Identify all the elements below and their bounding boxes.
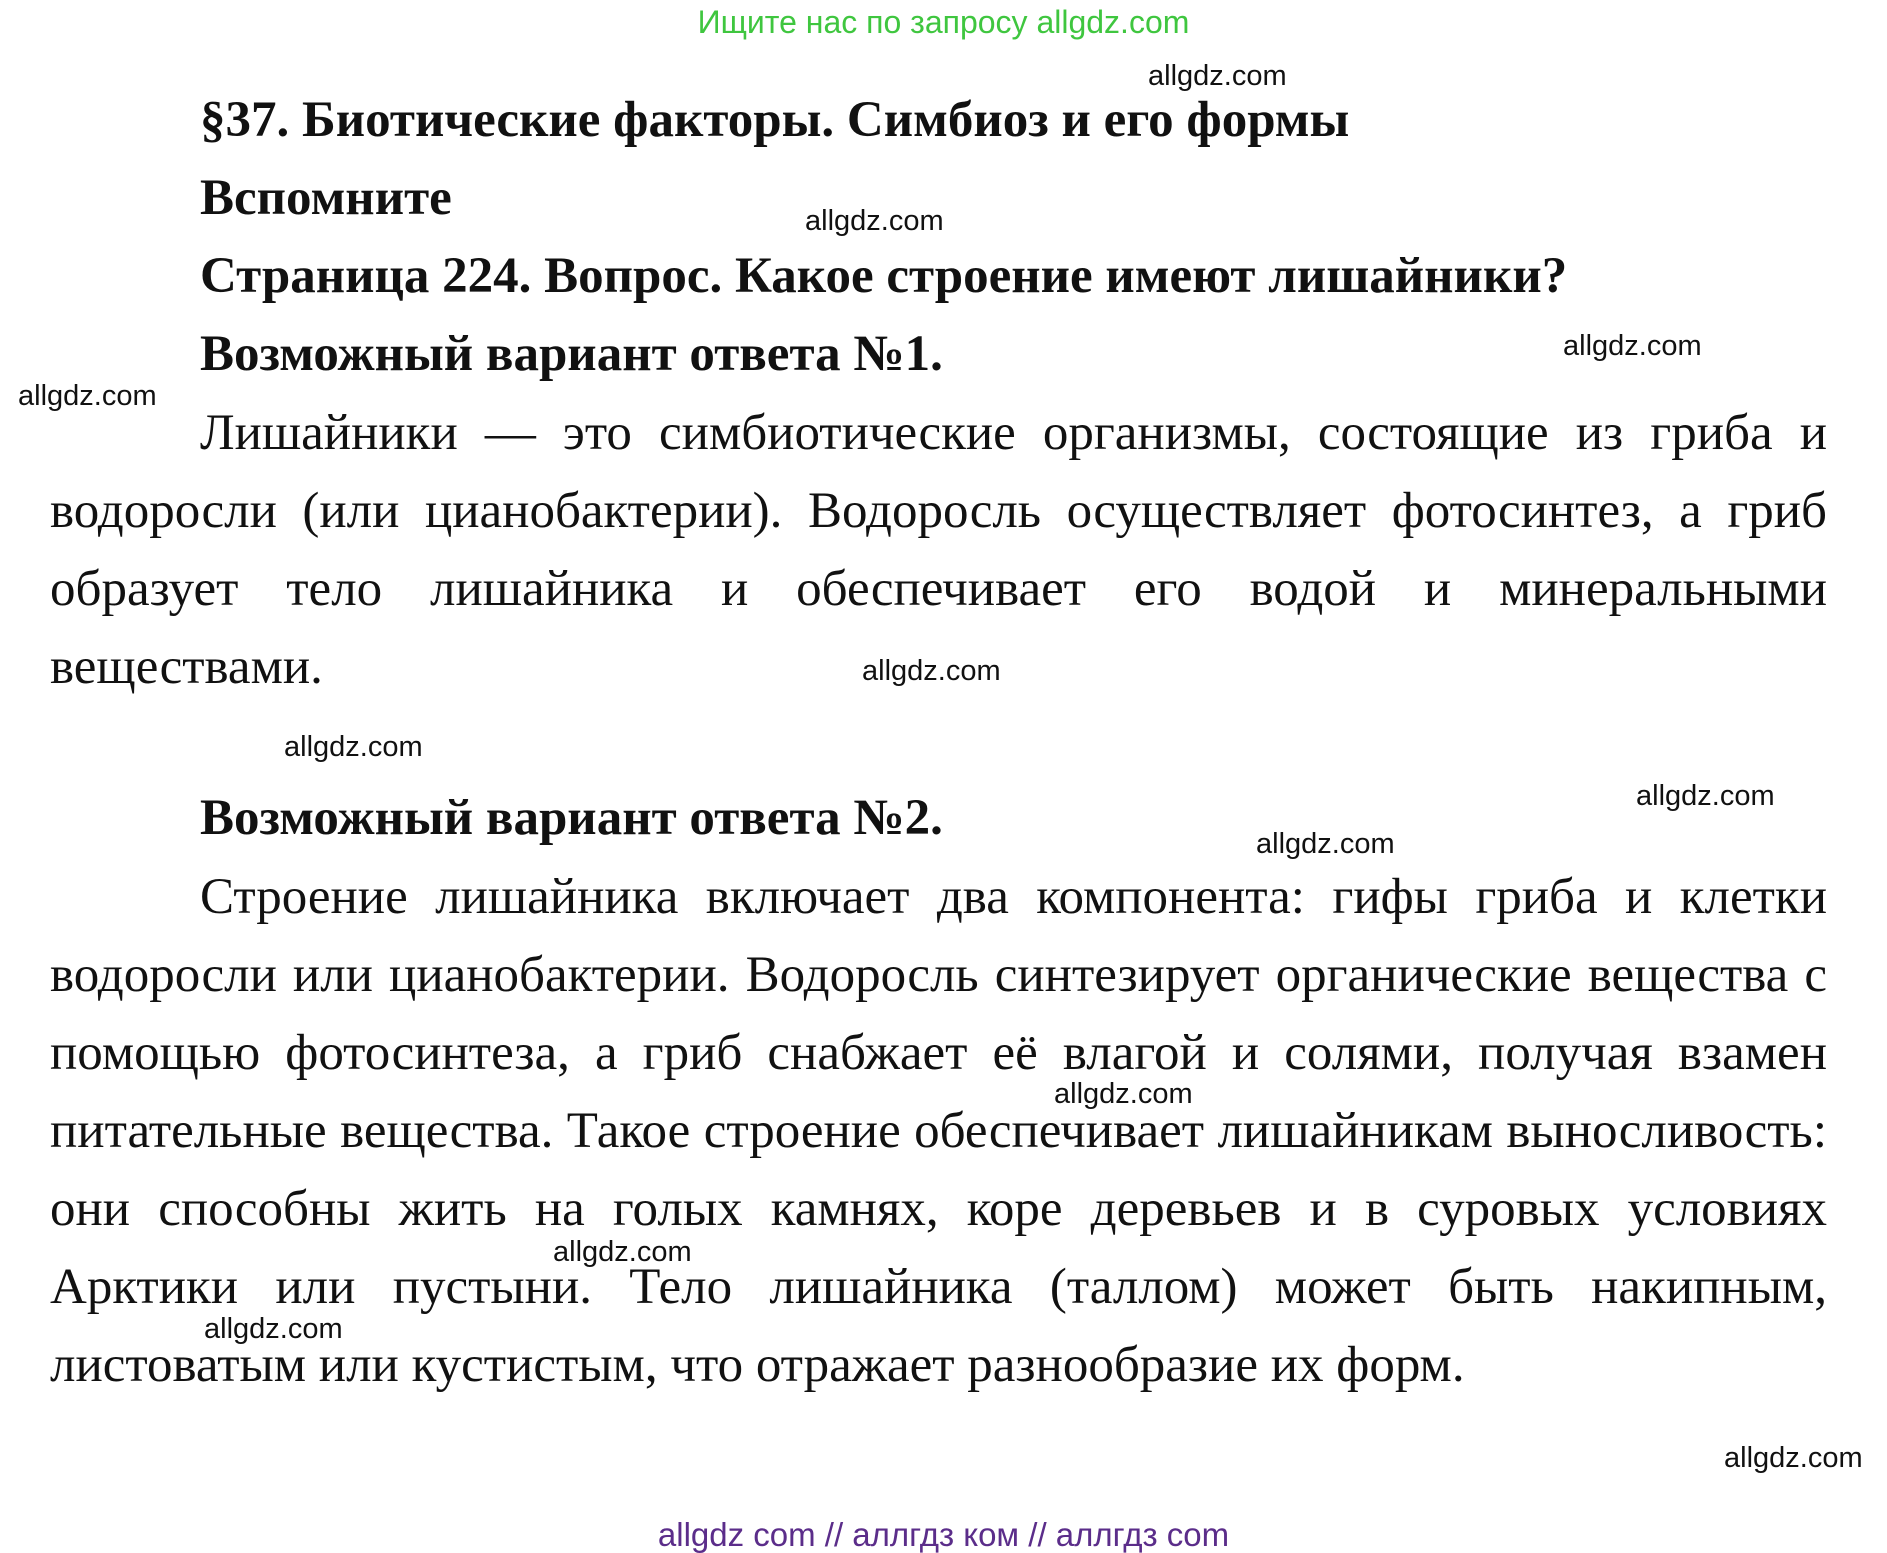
footer-links: allgdz com // аллгдз ком // аллгдз com [657,1516,1230,1553]
recall-heading: Вспомните [200,170,452,226]
watermark: allgdz.com [18,380,157,412]
top-banner: Ищите нас по запросу allgdz.com [697,4,1190,40]
watermark: allgdz.com [1148,60,1287,92]
answer2-paragraph: Строение лишайника включает два компонента: гифы гриба и клетки водоросли или цианобактерии. Водоросль синтезирует органические вещества с помощью фотосинтеза, а гриб снабжает её влагой и солями, получая взамен питательные вещества. Такое строение обеспечивает лишайникам выносливость: они способны жить на голых камнях, коре деревьев и в суровых условиях Арктики или пустыни. Тело лишайника (таллом) может быть накипным, листоватым или кустистым, что отражает разнообразие их форм. [50,869,1827,1393]
watermark: allgdz.com [862,655,1001,687]
watermark: allgdz.com [1724,1442,1863,1474]
watermark: allgdz.com [1054,1078,1193,1110]
answer2-title: Возможный вариант ответа №2. [200,790,943,846]
answer1-paragraph: Лишайники — это симбиотические организмы, состоящие из гриба и водоросли (или цианобактерии). Водоросль осуществляет фотосинтез, а гриб образует тело лишайника и обеспечивает его водой и минеральными веществами. [50,405,1827,695]
watermark: allgdz.com [284,731,423,763]
watermark: allgdz.com [805,205,944,237]
watermark: allgdz.com [1256,828,1395,860]
watermark: allgdz.com [1563,330,1702,362]
question-heading: Страница 224. Вопрос. Какое строение имеют лишайники? [200,248,1568,304]
section-title: §37. Биотические факторы. Симбиоз и его формы [200,92,1350,148]
watermark: allgdz.com [1636,780,1775,812]
watermark: allgdz.com [204,1313,343,1345]
watermark: allgdz.com [553,1236,692,1268]
answer1-title: Возможный вариант ответа №1. [200,326,943,382]
